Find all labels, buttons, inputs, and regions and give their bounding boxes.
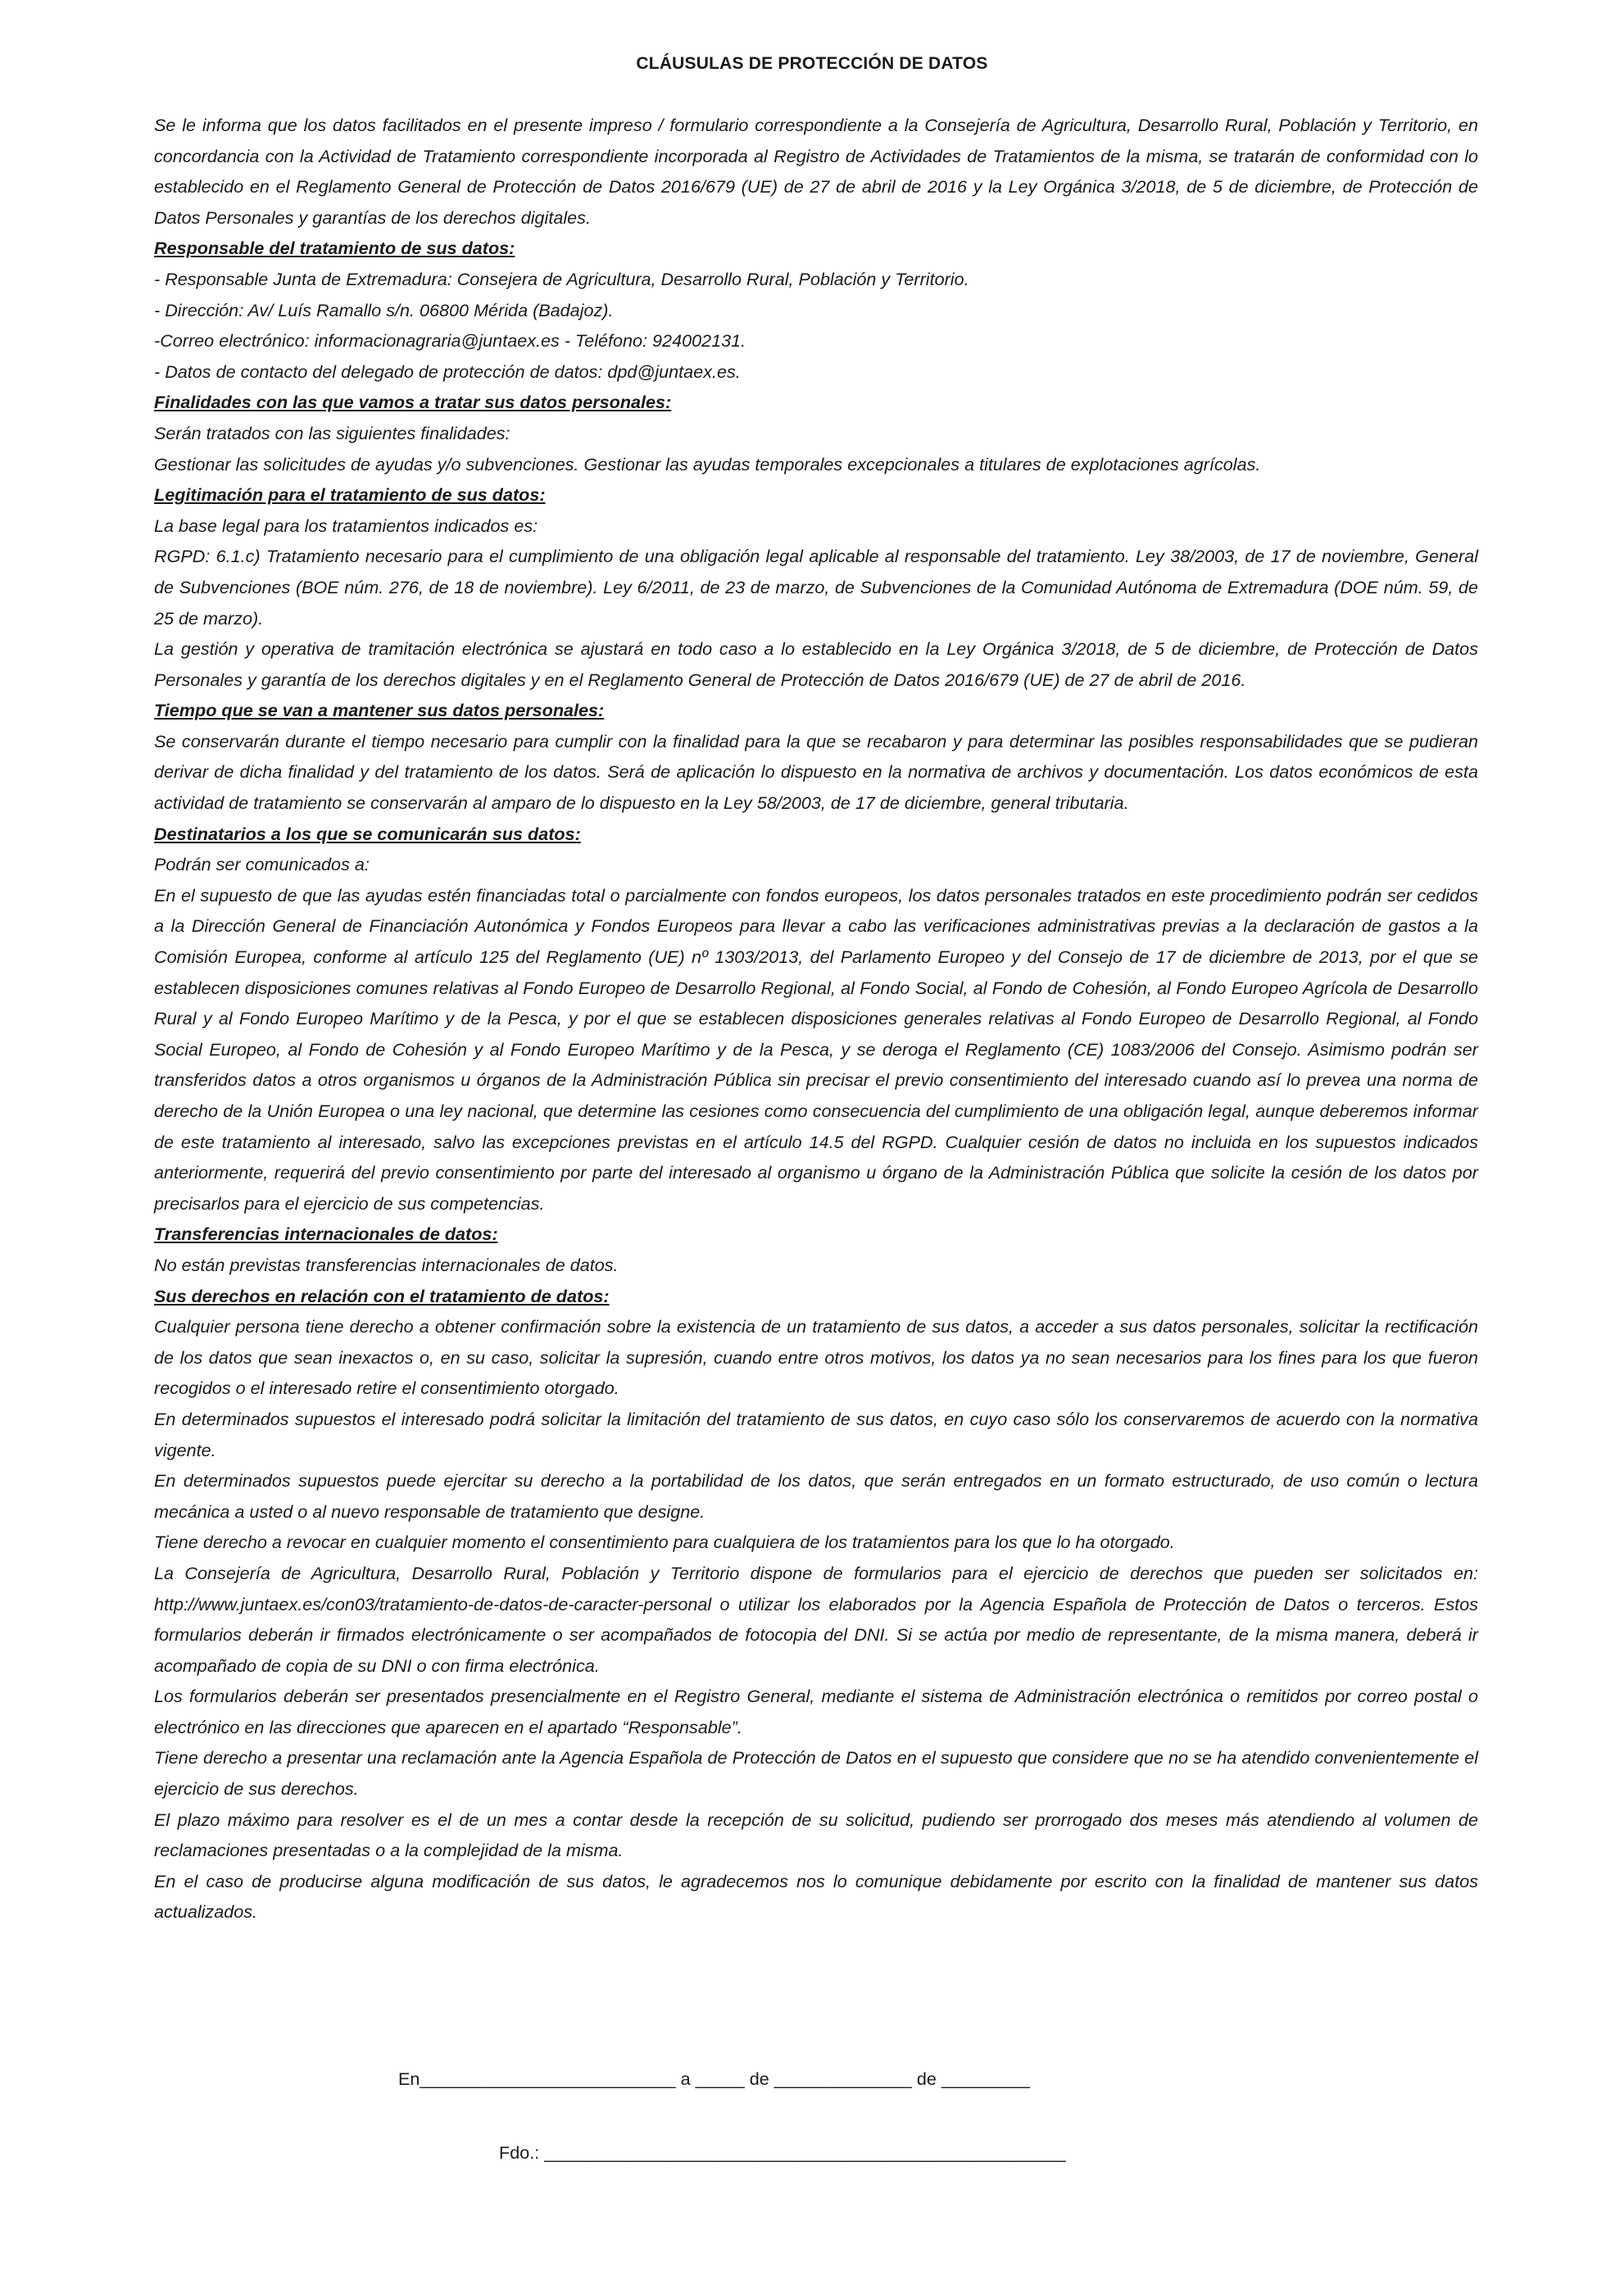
section-paragraph: Serán tratados con las siguientes finalidades:: [154, 422, 510, 443]
section-paragraph: - Datos de contacto del delegado de protección de datos: dpd@juntaex.es.: [154, 361, 741, 382]
section-paragraph: La base legal para los tratamientos indicados es:: [154, 515, 538, 536]
section-heading-tiempo: Tiempo que se van a mantener sus datos personales:: [154, 700, 605, 721]
section-heading-legitimacion: Legitimación para el tratamiento de sus datos:: [154, 484, 546, 506]
section-paragraph: - Dirección: Av/ Luís Ramallo s/n. 06800 Mérida (Badajoz).: [154, 299, 614, 320]
section-heading-destinatarios: Destinatarios a los que se comunicarán sus datos:: [154, 823, 581, 844]
section-heading-responsable: Responsable del tratamiento de sus datos:: [154, 238, 515, 259]
section-heading-transferencias: Transferencias internacionales de datos:: [154, 1224, 498, 1245]
section-paragraph: No están previstas transferencias internacionales de datos.: [154, 1254, 619, 1275]
section-paragraph: Gestionar las solicitudes de ayudas y/o subvenciones. Gestionar las ayudas temporales excepcionales a titulares de explotaciones agrícolas.: [154, 453, 1261, 475]
section-paragraph: En determinados supuestos puede ejercitar su derecho a la portabilidad de los datos, que serán entregados en un formato estructurado, de uso común o lectura mecánica a usted o al nuevo responsable de tratamiento que designe.: [154, 1470, 1478, 1522]
document-body: [154, 110, 1478, 1928]
section-heading-derechos: Sus derechos en relación con el tratamiento de datos:: [154, 1285, 610, 1306]
section-paragraph: Tiene derecho a revocar en cualquier momento el consentimiento para cualquiera de los tratamientos para los que lo ha otorgado.: [154, 1532, 1175, 1553]
section-paragraph: - Responsable Junta de Extremadura: Consejera de Agricultura, Desarrollo Rural, Población y Territorio.: [154, 268, 969, 289]
section-paragraph: En determinados supuestos el interesado podrá solicitar la limitación del tratamiento de sus datos, en cuyo caso sólo los conservaremos de acuerdo con la normativa vigente.: [154, 1408, 1478, 1460]
section-paragraph: La gestión y operativa de tramitación electrónica se ajustará en todo caso a lo establecido en la Ley Orgánica 3/2018, de 5 de diciembre, de Protección de Datos Personales y garantía de los derechos digitales y en el Reglamento General de Protección de Datos 2016/679 (UE) de 27 de abril de 2016.: [154, 638, 1478, 690]
signature-line[interactable]: Fdo.: _____________________________________________________: [499, 2142, 1066, 2163]
intro-paragraph: Se le informa que los datos facilitados en el presente impreso / formulario correspondiente a la Consejería de Agricultura, Desarrollo Rural, Población y Territorio, en concordancia con la Actividad de Tratamiento correspondiente incorporada al Registro de Actividades de Tratamientos de la misma, se tratarán de conformidad con lo establecido en el Reglamento General de Protección de Datos 2016/679 (UE) de 27 de abril de 2016 y la Ley Orgánica 3/2018, de 5 de diciembre, de Protección de Datos Personales y garantías de los derechos digitales.: [154, 115, 1478, 228]
place-date-line[interactable]: En__________________________ a _____ de ______________ de _________: [398, 2068, 1030, 2089]
section-paragraph: En el caso de producirse alguna modificación de sus datos, le agradecemos nos lo comunique debidamente por escrito con la finalidad de mantener sus datos actualizados.: [154, 1870, 1478, 1923]
section-paragraph: En el supuesto de que las ayudas estén financiadas total o parcialmente con fondos europeos, los datos personales tratados en este procedimiento podrán ser cedidos a la Dirección General de Financiación Autonómica y Fondos Europeos para llevar a cabo las verificaciones administrativas previas a la declaración de gastos a la Comisión Europea, conforme al artículo 125 del Reglamento (UE) nº 1303/2013, del Parlamento Europeo y del Consejo de 17 de diciembre de 2013, por el que se establecen disposiciones comunes relativas al Fondo Europeo de Desarrollo Regional, al Fondo Social, al Fondo de Cohesión, al Fondo Europeo Agrícola de Desarrollo Rural y al Fondo Europeo Marítimo y de la Pesca, y por el que se establecen disposiciones generales relativas al Fondo Europeo de Desarrollo Regional, al Fondo Social Europeo, al Fondo de Cohesión y al Fondo Europeo Marítimo y de la Pesca, y se deroga el Reglamento (CE) 1083/2006 del Consejo. Asimismo podrán ser transferidos datos a otros organismos u órganos de la Administración Pública sin precisar el previo consentimiento del interesado cuando así lo prevea una norma de derecho de la Unión Europea o una ley nacional, que determine las cesiones como consecuencia del cumplimiento de una obligación legal, aunque deberemos informar de este tratamiento al interesado, salvo las excepciones previstas en el artículo 14.5 del RGPD. Cualquier cesión de datos no incluida en los supuestos indicados anteriormente, requerirá del previo consentimiento por parte del interesado al organismo u órgano de la Administración Pública que solicite la cesión de los datos por precisarlos para el ejercicio de sus competencias.: [154, 884, 1478, 1214]
section-paragraph: El plazo máximo para resolver es el de un mes a contar desde la recepción de su solicitud, pudiendo ser prorrogado dos meses más atendiendo al volumen de reclamaciones presentadas o a la complejidad de la misma.: [154, 1809, 1478, 1861]
section-paragraph: Se conservarán durante el tiempo necesario para cumplir con la finalidad para la que se recabaron y para determinar las posibles responsabilidades que se pudieran derivar de dicha finalidad y del tratamiento de los datos. Será de aplicación lo dispuesto en la normativa de archivos y documentación. Los datos económicos de esta actividad de tratamiento se conservarán al amparo de lo dispuesto en la Ley 58/2003, de 17 de diciembre, general tributaria.: [154, 730, 1478, 814]
section-paragraph: -Correo electrónico: informacionagraria@juntaex.es - Teléfono: 924002131.: [154, 330, 746, 352]
section-paragraph: La Consejería de Agricultura, Desarrollo Rural, Población y Territorio dispone de formularios para el ejercicio de derechos que pueden ser solicitados en: http://www.juntaex.es/con03/tratamiento-de-datos-de-caracter-personal o utilizar los elaborados por la Agencia Española de Protección de Datos o terceros. Estos formularios deberán ir firmados electrónicamente o ser acompañados de fotocopia del DNI. Si se actúa por medio de representante, de la misma manera, deberá ir acompañado de copia de su DNI o con firma electrónica.: [154, 1562, 1478, 1676]
section-heading-finalidades: Finalidades con las que vamos a tratar sus datos personales:: [154, 392, 672, 413]
section-paragraph: Cualquier persona tiene derecho a obtener confirmación sobre la existencia de un tratamiento de sus datos, a acceder a sus datos personales, solicitar la rectificación de los datos que sean inexactos o, en su caso, solicitar la supresión, cuando entre otros motivos, los datos ya no sean necesarios para los fines para los que fueron recogidos o el interesado retire el consentimiento otorgado.: [154, 1316, 1478, 1399]
document-title: CLÁUSULAS DE PROTECCIÓN DE DATOS: [636, 54, 988, 73]
section-paragraph: RGPD: 6.1.c) Tratamiento necesario para el cumplimiento de una obligación legal aplicable al responsable del tratamiento. Ley 38/2003, de 17 de noviembre, General de Subvenciones (BOE núm. 276, de 18 de noviembre). Ley 6/2011, de 23 de marzo, de Subvenciones de la Comunidad Autónoma de Extremadura (DOE núm. 59, de 25 de marzo).: [154, 546, 1478, 629]
section-paragraph: Podrán ser comunicados a:: [154, 854, 370, 875]
section-paragraph: Tiene derecho a presentar una reclamación ante la Agencia Española de Protección de Datos en el supuesto que considere que no se ha atendido convenientemente el ejercicio de sus derechos.: [154, 1747, 1478, 1800]
section-paragraph: Los formularios deberán ser presentados presencialmente en el Registro General, mediante el sistema de Administración electrónica o remitidos por correo postal o electrónico en las direcciones que aparecen en el apartado “Responsable”.: [154, 1686, 1478, 1737]
